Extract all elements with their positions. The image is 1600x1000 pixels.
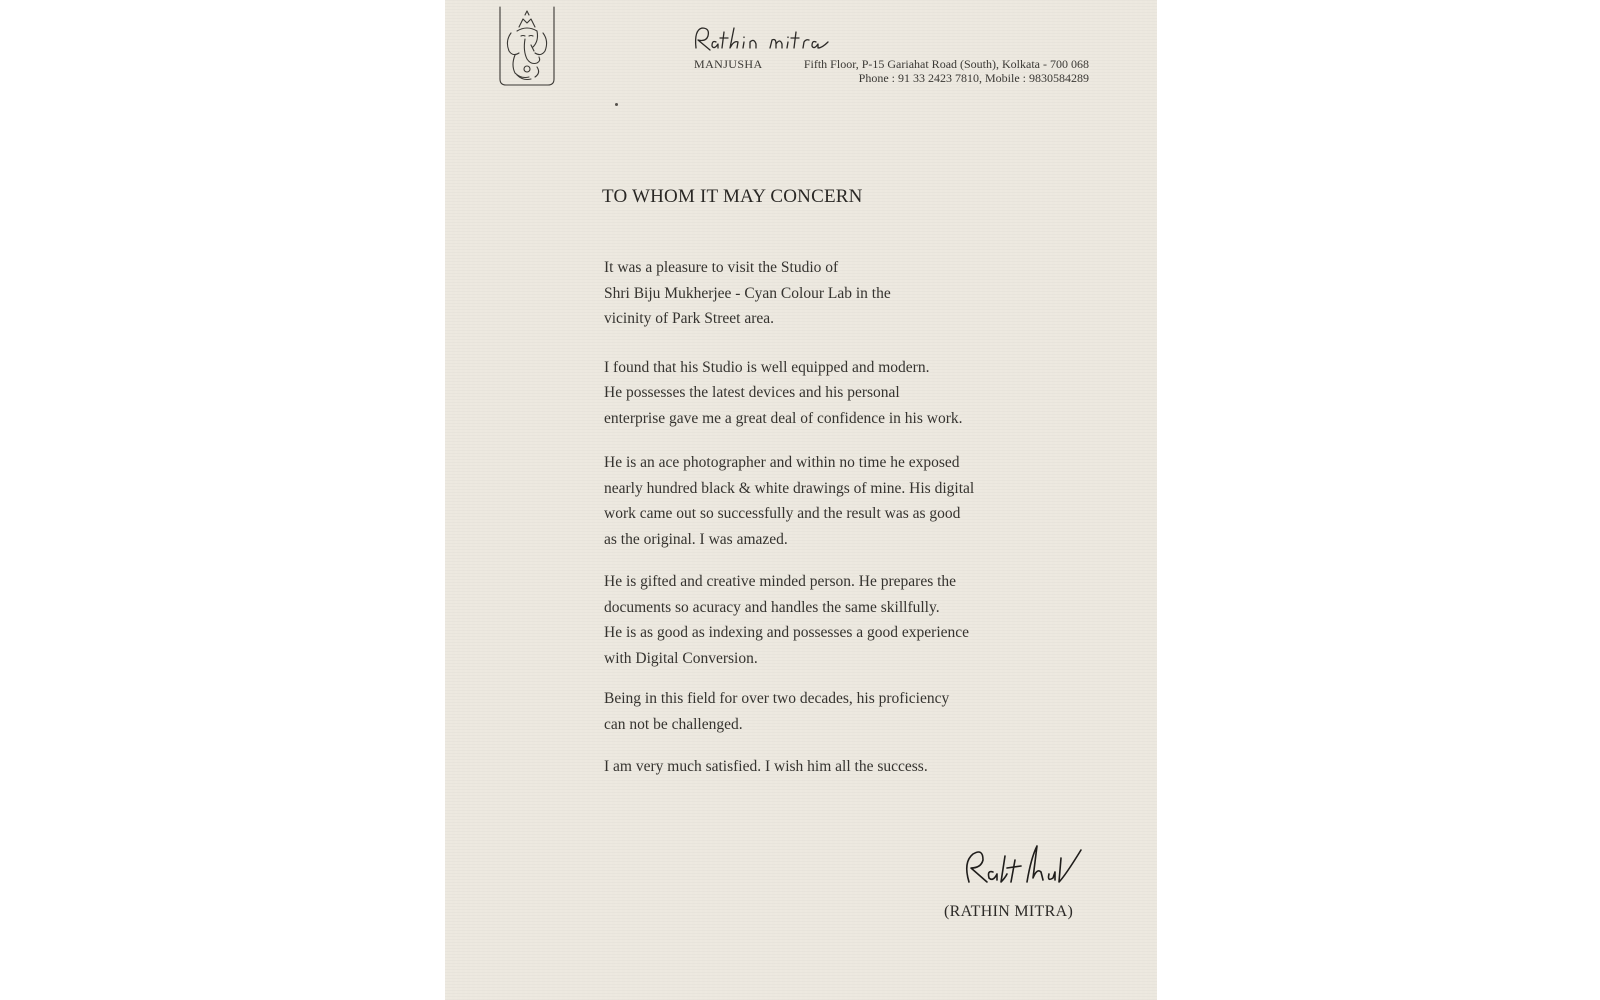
line: Being in this field for over two decades, his proficiency	[604, 690, 950, 707]
ink-speck	[615, 103, 618, 106]
line: as the original. I was amazed.	[604, 530, 788, 548]
line: nearly hundred black & white drawings of mine. His digital	[604, 479, 975, 497]
line: He is as good as indexing and possesses a good experience	[604, 624, 970, 641]
letter-page	[445, 0, 1157, 1000]
line: documents so acuracy and handles the same skillfully.	[604, 598, 940, 616]
letter-title: TO WHOM IT MAY CONCERN	[602, 186, 863, 207]
letterhead-handwritten-name	[690, 22, 830, 58]
paragraph-3	[604, 450, 1024, 552]
line: I am very much satisfied. I wish him all the success.	[604, 758, 928, 775]
line: I found that his Studio is well equipped and modern.	[604, 358, 930, 376]
signer-name: (RATHIN MITRA)	[944, 903, 1074, 920]
line: Shri Biju Mukherjee - Cyan Colour Lab in the	[604, 284, 891, 302]
address-line-2: Phone : 91 33 2423 7810, Mobile : 9830584289	[858, 71, 1089, 85]
line: can not be challenged.	[604, 715, 743, 733]
paragraph-1	[604, 255, 1024, 332]
line: He is an ace photographer and within no time he exposed	[604, 454, 960, 471]
line: He is gifted and creative minded person. He prepares the	[604, 573, 957, 590]
paragraph-6	[604, 754, 1024, 780]
letter-body	[604, 255, 1024, 780]
paragraph-5	[604, 686, 1024, 737]
line: vicinity of Park Street area.	[604, 310, 775, 327]
line: It was a pleasure to visit the Studio of	[604, 259, 839, 276]
signature	[961, 838, 1083, 890]
paragraph-4	[604, 569, 1024, 671]
line: He possesses the latest devices and his personal	[604, 384, 900, 401]
line: enterprise gave me a great deal of confidence in his work.	[604, 409, 963, 427]
line: work came out so successfully and the result was as good	[604, 505, 961, 522]
paragraph-2	[604, 355, 1024, 432]
letterhead-name: MANJUSHA	[694, 57, 763, 71]
line: with Digital Conversion.	[604, 649, 758, 667]
address-line-1: Fifth Floor, P-15 Gariahat Road (South), Kolkata - 700 068	[803, 57, 1089, 71]
ganesha-emblem-icon	[497, 5, 557, 87]
letterhead-address	[804, 57, 1089, 85]
